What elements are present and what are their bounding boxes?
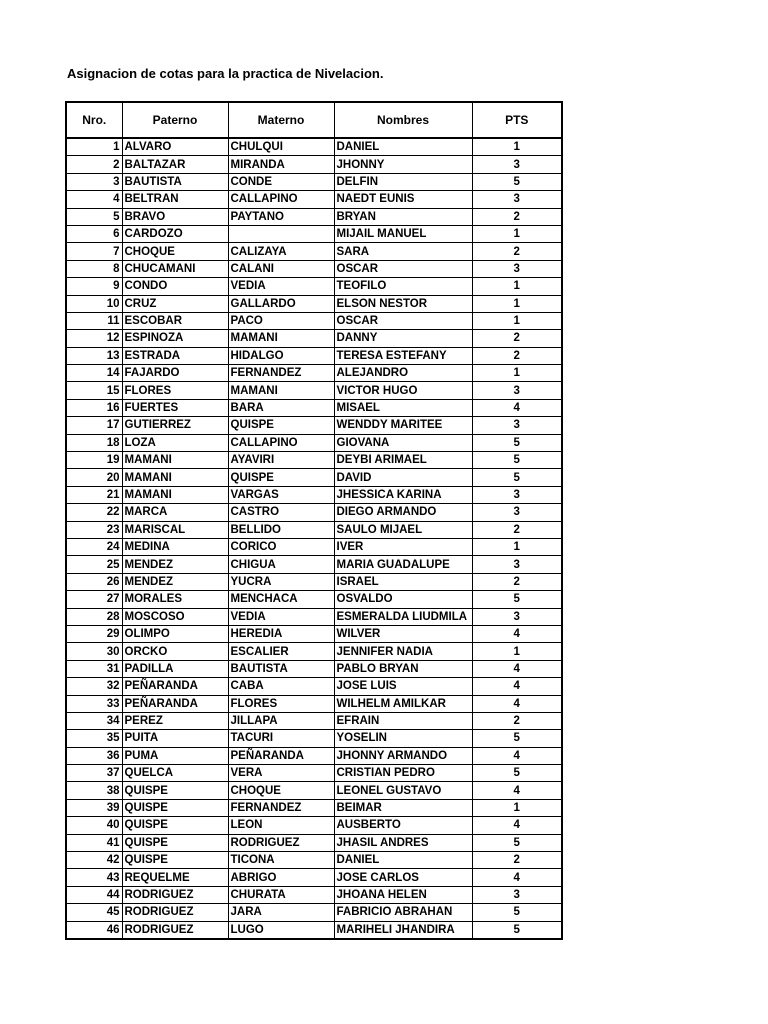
cell-nro: 8: [66, 260, 122, 277]
cell-nombres: WILHELM AMILKAR: [334, 695, 472, 712]
cell-nro: 34: [66, 712, 122, 729]
cell-paterno: MAMANI: [122, 469, 228, 486]
table-row: [66, 556, 562, 573]
cell-materno: YUCRA: [228, 573, 334, 590]
cell-paterno: BRAVO: [122, 208, 228, 225]
cell-materno: HEREDIA: [228, 625, 334, 642]
cell-nro: 38: [66, 782, 122, 799]
cell-nro: 6: [66, 225, 122, 242]
header-pts: PTS: [472, 102, 562, 138]
cell-nombres: NAEDT EUNIS: [334, 191, 472, 208]
table-row: [66, 173, 562, 190]
table-header: [66, 102, 562, 138]
cell-paterno: PUMA: [122, 747, 228, 764]
cell-nombres: JOSE LUIS: [334, 678, 472, 695]
cell-pts: 5: [472, 921, 562, 939]
table-row: [66, 191, 562, 208]
cell-materno: LUGO: [228, 921, 334, 939]
cell-nombres: BEIMAR: [334, 799, 472, 816]
cell-pts: 2: [472, 208, 562, 225]
cell-pts: 3: [472, 486, 562, 503]
cell-pts: 2: [472, 852, 562, 869]
header-row: [66, 102, 562, 138]
cell-nro: 10: [66, 295, 122, 312]
cell-nro: 21: [66, 486, 122, 503]
cell-nro: 36: [66, 747, 122, 764]
cell-nombres: JHOANA HELEN: [334, 886, 472, 903]
cell-nro: 4: [66, 191, 122, 208]
table-row: [66, 469, 562, 486]
cell-pts: 3: [472, 417, 562, 434]
cell-nombres: AUSBERTO: [334, 817, 472, 834]
cell-paterno: PEREZ: [122, 712, 228, 729]
cell-paterno: PADILLA: [122, 660, 228, 677]
table-row: [66, 295, 562, 312]
cell-materno: VEDIA: [228, 608, 334, 625]
cell-materno: PAYTANO: [228, 208, 334, 225]
cell-materno: MAMANI: [228, 382, 334, 399]
cell-nro: 5: [66, 208, 122, 225]
table-row: [66, 921, 562, 939]
cell-paterno: MARISCAL: [122, 521, 228, 538]
table-row: [66, 521, 562, 538]
cell-paterno: REQUELME: [122, 869, 228, 886]
cell-pts: 5: [472, 434, 562, 451]
cell-nombres: MARIA GUADALUPE: [334, 556, 472, 573]
cell-nro: 28: [66, 608, 122, 625]
cell-materno: HIDALGO: [228, 347, 334, 364]
cell-materno: VEDIA: [228, 278, 334, 295]
cell-paterno: QUELCA: [122, 765, 228, 782]
cell-materno: QUISPE: [228, 469, 334, 486]
cell-materno: BARA: [228, 399, 334, 416]
cell-materno: MIRANDA: [228, 156, 334, 173]
cell-paterno: QUISPE: [122, 852, 228, 869]
cell-materno: PACO: [228, 312, 334, 329]
table-row: [66, 886, 562, 903]
cell-nro: 27: [66, 591, 122, 608]
cell-pts: 3: [472, 260, 562, 277]
cell-pts: 1: [472, 643, 562, 660]
cell-pts: 4: [472, 869, 562, 886]
cell-materno: CALLAPINO: [228, 191, 334, 208]
table-row: [66, 817, 562, 834]
table-row: [66, 573, 562, 590]
cell-pts: 5: [472, 469, 562, 486]
table-row: [66, 504, 562, 521]
cell-nro: 37: [66, 765, 122, 782]
cell-pts: 3: [472, 886, 562, 903]
cell-paterno: QUISPE: [122, 817, 228, 834]
cell-nro: 18: [66, 434, 122, 451]
cell-nombres: JENNIFER NADIA: [334, 643, 472, 660]
cell-pts: 1: [472, 312, 562, 329]
cell-nro: 40: [66, 817, 122, 834]
cell-nombres: FABRICIO ABRAHAN: [334, 904, 472, 921]
cell-materno: LEON: [228, 817, 334, 834]
cell-materno: CORICO: [228, 538, 334, 555]
cell-nombres: DANIEL: [334, 138, 472, 156]
cell-paterno: ORCKO: [122, 643, 228, 660]
cell-nro: 23: [66, 521, 122, 538]
cell-materno: CHOQUE: [228, 782, 334, 799]
cell-paterno: FLORES: [122, 382, 228, 399]
cell-paterno: PEÑARANDA: [122, 678, 228, 695]
cell-paterno: MENDEZ: [122, 573, 228, 590]
cell-materno: CHIGUA: [228, 556, 334, 573]
cell-pts: 2: [472, 243, 562, 260]
cell-paterno: QUISPE: [122, 834, 228, 851]
cell-materno: VARGAS: [228, 486, 334, 503]
table-row: [66, 904, 562, 921]
cell-materno: QUISPE: [228, 417, 334, 434]
table-row: [66, 591, 562, 608]
cell-nombres: DEYBI ARIMAEL: [334, 452, 472, 469]
cell-pts: 5: [472, 452, 562, 469]
cell-nombres: SARA: [334, 243, 472, 260]
cell-paterno: GUTIERREZ: [122, 417, 228, 434]
cell-paterno: CHOQUE: [122, 243, 228, 260]
table-row: [66, 625, 562, 642]
cell-nro: 30: [66, 643, 122, 660]
cell-nro: 29: [66, 625, 122, 642]
table-row: [66, 538, 562, 555]
cell-materno: CASTRO: [228, 504, 334, 521]
cell-nro: 25: [66, 556, 122, 573]
header-nro: Nro.: [66, 102, 122, 138]
cell-paterno: CHUCAMANI: [122, 260, 228, 277]
cell-paterno: RODRIGUEZ: [122, 904, 228, 921]
cell-pts: 1: [472, 278, 562, 295]
header-paterno: Paterno: [122, 102, 228, 138]
cell-materno: CALANI: [228, 260, 334, 277]
cell-nombres: WENDDY MARITEE: [334, 417, 472, 434]
table-row: [66, 208, 562, 225]
table-row: [66, 765, 562, 782]
cell-paterno: QUISPE: [122, 782, 228, 799]
table-row: [66, 643, 562, 660]
header-materno: Materno: [228, 102, 334, 138]
cell-paterno: BAUTISTA: [122, 173, 228, 190]
cell-nombres: GIOVANA: [334, 434, 472, 451]
cell-paterno: QUISPE: [122, 799, 228, 816]
table-row: [66, 852, 562, 869]
cell-paterno: MORALES: [122, 591, 228, 608]
table-row: [66, 608, 562, 625]
cell-nro: 17: [66, 417, 122, 434]
cell-nombres: WILVER: [334, 625, 472, 642]
table-row: [66, 225, 562, 242]
table-row: [66, 730, 562, 747]
table-row: [66, 156, 562, 173]
cell-pts: 1: [472, 799, 562, 816]
cell-nombres: JOSE CARLOS: [334, 869, 472, 886]
cell-nombres: DELFIN: [334, 173, 472, 190]
cell-materno: MAMANI: [228, 330, 334, 347]
cell-nro: 24: [66, 538, 122, 555]
assignment-table: [65, 101, 563, 940]
cell-paterno: MARCA: [122, 504, 228, 521]
cell-pts: 1: [472, 538, 562, 555]
cell-materno: JILLAPA: [228, 712, 334, 729]
table-row: [66, 834, 562, 851]
cell-nombres: MIJAIL MANUEL: [334, 225, 472, 242]
cell-pts: 4: [472, 747, 562, 764]
cell-pts: 3: [472, 504, 562, 521]
cell-paterno: MAMANI: [122, 452, 228, 469]
cell-materno: FERNANDEZ: [228, 365, 334, 382]
cell-nro: 39: [66, 799, 122, 816]
cell-paterno: CRUZ: [122, 295, 228, 312]
cell-nro: 7: [66, 243, 122, 260]
cell-nro: 9: [66, 278, 122, 295]
cell-nro: 26: [66, 573, 122, 590]
cell-nombres: LEONEL GUSTAVO: [334, 782, 472, 799]
cell-pts: 5: [472, 730, 562, 747]
cell-pts: 3: [472, 608, 562, 625]
cell-materno: PEÑARANDA: [228, 747, 334, 764]
cell-pts: 5: [472, 173, 562, 190]
document-title: Asignacion de cotas para la practica de Nivelacion.: [67, 66, 384, 81]
cell-nro: 44: [66, 886, 122, 903]
cell-nombres: MISAEL: [334, 399, 472, 416]
cell-nro: 2: [66, 156, 122, 173]
cell-materno: BELLIDO: [228, 521, 334, 538]
table-row: [66, 260, 562, 277]
cell-pts: 1: [472, 295, 562, 312]
cell-pts: 4: [472, 678, 562, 695]
cell-materno: VERA: [228, 765, 334, 782]
table-row: [66, 486, 562, 503]
cell-nro: 31: [66, 660, 122, 677]
table-row: [66, 330, 562, 347]
cell-nombres: IVER: [334, 538, 472, 555]
cell-nombres: DANNY: [334, 330, 472, 347]
cell-nro: 32: [66, 678, 122, 695]
cell-pts: 2: [472, 573, 562, 590]
cell-nombres: OSCAR: [334, 260, 472, 277]
cell-nombres: DANIEL: [334, 852, 472, 869]
cell-materno: MENCHACA: [228, 591, 334, 608]
cell-nombres: CRISTIAN PEDRO: [334, 765, 472, 782]
cell-pts: 3: [472, 156, 562, 173]
cell-materno: GALLARDO: [228, 295, 334, 312]
cell-nombres: PABLO BRYAN: [334, 660, 472, 677]
cell-pts: 4: [472, 695, 562, 712]
table-row: [66, 417, 562, 434]
cell-paterno: FUERTES: [122, 399, 228, 416]
cell-materno: CHURATA: [228, 886, 334, 903]
table-row: [66, 347, 562, 364]
cell-nombres: JHONNY: [334, 156, 472, 173]
cell-nombres: VICTOR HUGO: [334, 382, 472, 399]
cell-pts: 1: [472, 365, 562, 382]
cell-paterno: ESPINOZA: [122, 330, 228, 347]
cell-nro: 41: [66, 834, 122, 851]
table-row: [66, 695, 562, 712]
cell-pts: 5: [472, 765, 562, 782]
table-row: [66, 138, 562, 156]
cell-paterno: CONDO: [122, 278, 228, 295]
table-row: [66, 312, 562, 329]
cell-nombres: JHESSICA KARINA: [334, 486, 472, 503]
table-row: [66, 365, 562, 382]
table-row: [66, 660, 562, 677]
header-nombres: Nombres: [334, 102, 472, 138]
cell-materno: [228, 225, 334, 242]
cell-paterno: MAMANI: [122, 486, 228, 503]
cell-nombres: EFRAIN: [334, 712, 472, 729]
cell-paterno: RODRIGUEZ: [122, 921, 228, 939]
cell-nro: 12: [66, 330, 122, 347]
table-body: [66, 138, 562, 939]
cell-nombres: DAVID: [334, 469, 472, 486]
cell-paterno: PUITA: [122, 730, 228, 747]
cell-materno: JARA: [228, 904, 334, 921]
cell-pts: 4: [472, 782, 562, 799]
cell-pts: 2: [472, 521, 562, 538]
cell-nro: 13: [66, 347, 122, 364]
cell-pts: 3: [472, 556, 562, 573]
table-row: [66, 799, 562, 816]
table-row: [66, 243, 562, 260]
cell-nombres: ISRAEL: [334, 573, 472, 590]
cell-nombres: MARIHELI JHANDIRA: [334, 921, 472, 939]
cell-pts: 2: [472, 712, 562, 729]
cell-nombres: OSVALDO: [334, 591, 472, 608]
cell-nro: 14: [66, 365, 122, 382]
table-row: [66, 712, 562, 729]
cell-pts: 2: [472, 330, 562, 347]
cell-nro: 42: [66, 852, 122, 869]
cell-paterno: MEDINA: [122, 538, 228, 555]
cell-materno: TICONA: [228, 852, 334, 869]
cell-materno: CHULQUI: [228, 138, 334, 156]
cell-pts: 4: [472, 817, 562, 834]
cell-nro: 22: [66, 504, 122, 521]
cell-paterno: MOSCOSO: [122, 608, 228, 625]
cell-pts: 4: [472, 660, 562, 677]
cell-pts: 3: [472, 191, 562, 208]
cell-nro: 20: [66, 469, 122, 486]
cell-pts: 1: [472, 138, 562, 156]
table-row: [66, 434, 562, 451]
cell-nombres: TEOFILO: [334, 278, 472, 295]
cell-nombres: JHASIL ANDRES: [334, 834, 472, 851]
cell-nombres: JHONNY ARMANDO: [334, 747, 472, 764]
cell-nro: 46: [66, 921, 122, 939]
cell-pts: 3: [472, 382, 562, 399]
cell-paterno: BALTAZAR: [122, 156, 228, 173]
cell-nombres: OSCAR: [334, 312, 472, 329]
cell-paterno: CARDOZO: [122, 225, 228, 242]
cell-paterno: ESCOBAR: [122, 312, 228, 329]
table-row: [66, 869, 562, 886]
cell-nombres: ALEJANDRO: [334, 365, 472, 382]
cell-paterno: MENDEZ: [122, 556, 228, 573]
table-row: [66, 382, 562, 399]
cell-materno: CALIZAYA: [228, 243, 334, 260]
cell-pts: 4: [472, 399, 562, 416]
cell-nro: 19: [66, 452, 122, 469]
cell-nombres: ESMERALDA LIUDMILA: [334, 608, 472, 625]
cell-nombres: BRYAN: [334, 208, 472, 225]
table-row: [66, 747, 562, 764]
cell-pts: 4: [472, 625, 562, 642]
cell-paterno: BELTRAN: [122, 191, 228, 208]
cell-nro: 1: [66, 138, 122, 156]
cell-paterno: FAJARDO: [122, 365, 228, 382]
cell-paterno: PEÑARANDA: [122, 695, 228, 712]
cell-pts: 5: [472, 591, 562, 608]
cell-pts: 2: [472, 347, 562, 364]
cell-pts: 1: [472, 225, 562, 242]
cell-paterno: OLIMPO: [122, 625, 228, 642]
cell-nro: 35: [66, 730, 122, 747]
cell-materno: FERNANDEZ: [228, 799, 334, 816]
cell-nro: 43: [66, 869, 122, 886]
cell-paterno: ESTRADA: [122, 347, 228, 364]
table-row: [66, 678, 562, 695]
cell-materno: RODRIGUEZ: [228, 834, 334, 851]
cell-materno: CABA: [228, 678, 334, 695]
table-row: [66, 399, 562, 416]
cell-paterno: LOZA: [122, 434, 228, 451]
cell-materno: AYAVIRI: [228, 452, 334, 469]
cell-nro: 3: [66, 173, 122, 190]
cell-materno: CALLAPINO: [228, 434, 334, 451]
cell-pts: 5: [472, 904, 562, 921]
cell-nro: 33: [66, 695, 122, 712]
cell-nro: 11: [66, 312, 122, 329]
cell-pts: 5: [472, 834, 562, 851]
cell-paterno: ALVARO: [122, 138, 228, 156]
cell-materno: ESCALIER: [228, 643, 334, 660]
cell-materno: ABRIGO: [228, 869, 334, 886]
cell-nombres: ELSON NESTOR: [334, 295, 472, 312]
cell-nombres: SAULO MIJAEL: [334, 521, 472, 538]
cell-nombres: YOSELIN: [334, 730, 472, 747]
cell-nro: 16: [66, 399, 122, 416]
cell-materno: FLORES: [228, 695, 334, 712]
cell-materno: TACURI: [228, 730, 334, 747]
cell-materno: BAUTISTA: [228, 660, 334, 677]
cell-materno: CONDE: [228, 173, 334, 190]
cell-paterno: RODRIGUEZ: [122, 886, 228, 903]
cell-nro: 15: [66, 382, 122, 399]
table-row: [66, 782, 562, 799]
table-row: [66, 278, 562, 295]
cell-nro: 45: [66, 904, 122, 921]
cell-nombres: DIEGO ARMANDO: [334, 504, 472, 521]
table-row: [66, 452, 562, 469]
cell-nombres: TERESA ESTEFANY: [334, 347, 472, 364]
